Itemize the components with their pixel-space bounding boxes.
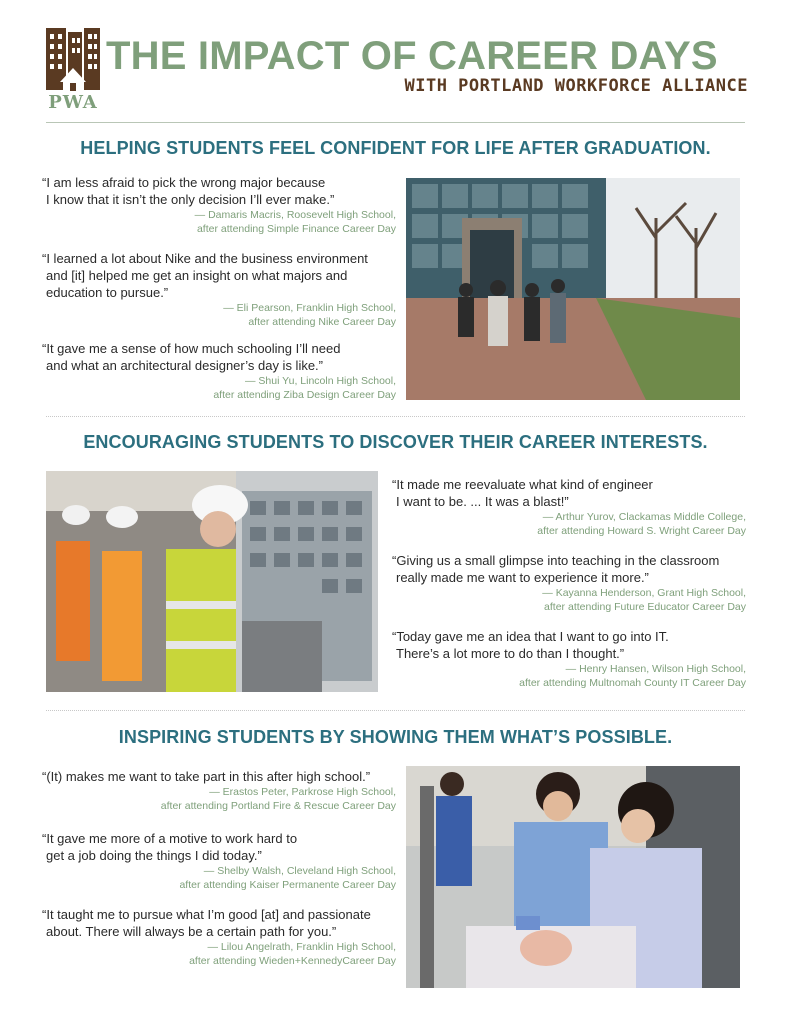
quote-attribution: — Lilou Angelrath, Franklin High School, xyxy=(207,941,396,953)
students-hard-hats-photo xyxy=(46,471,378,692)
quote-event: after attending Simple Finance Career Day xyxy=(196,223,396,235)
quote-attribution: — Shelby Walsh, Cleveland High School, xyxy=(203,865,396,877)
quote-event: after attending Howard S. Wright Career Day xyxy=(537,525,746,537)
quote-line: I want to be. ... It was a blast!” xyxy=(396,494,569,509)
quote-line: “I am less afraid to pick the wrong major because xyxy=(42,175,326,190)
quote-line: There’s a lot more to do than I thought.” xyxy=(396,646,625,661)
quote-line: “It gave me a sense of how much schooling I’ll need xyxy=(42,341,341,356)
quote-line: get a job doing the things I did today.” xyxy=(46,848,262,863)
quote-event: after attending Portland Fire & Rescue Career Day xyxy=(160,800,396,812)
quote-lilou xyxy=(42,906,396,968)
students-medical-simulation-photo xyxy=(406,766,740,988)
quote-attribution: — Damaris Macris, Roosevelt High School, xyxy=(194,209,396,221)
quote-shui xyxy=(42,340,396,402)
quote-event: after attending Nike Career Day xyxy=(248,316,396,328)
quote-attribution: — Arthur Yurov, Clackamas Middle College, xyxy=(542,511,746,523)
section-divider xyxy=(46,416,745,417)
page-subtitle: WITH PORTLAND WORKFORCE ALLIANCE xyxy=(404,76,748,96)
logo-text: PWA xyxy=(48,92,98,113)
quote-line: “Today gave me an idea that I want to go into IT. xyxy=(392,629,669,644)
section-title-confidence: HELPING STUDENTS FEEL CONFIDENT FOR LIFE AFTER GRADUATION. xyxy=(80,138,711,158)
quote-event: after attending Kaiser Permanente Career Day xyxy=(179,879,396,891)
quote-arthur xyxy=(392,476,746,538)
section-title-interests: ENCOURAGING STUDENTS TO DISCOVER THEIR CAREER INTERESTS. xyxy=(83,432,708,452)
quote-attribution: — Henry Hansen, Wilson High School, xyxy=(565,663,746,675)
quote-event: after attending Ziba Design Career Day xyxy=(213,389,396,401)
quote-event: after attending Future Educator Career Day xyxy=(544,601,746,613)
quote-line: “It gave me more of a motive to work hard to xyxy=(42,831,298,846)
quote-line: “It taught me to pursue what I’m good [at] and passionate xyxy=(42,907,371,922)
header-divider xyxy=(46,122,745,123)
quote-line: “Giving us a small glimpse into teaching in the classroom xyxy=(392,553,720,568)
quote-line: and what an architectural designer’s day is like.” xyxy=(46,358,323,373)
quote-line: about. There will always be a certain path for you.” xyxy=(46,924,337,939)
quote-erastos xyxy=(42,768,396,813)
quote-attribution: — Shui Yu, Lincoln High School, xyxy=(245,375,396,387)
quote-line: “I learned a lot about Nike and the business environment xyxy=(42,251,368,266)
quote-event: after attending Wieden+KennedyCareer Day xyxy=(189,955,396,967)
students-walking-photo xyxy=(406,178,740,400)
quote-attribution: — Kayanna Henderson, Grant High School, xyxy=(542,587,746,599)
quote-event: after attending Multnomah County IT Career Day xyxy=(519,677,746,689)
quote-line: really made me want to experience it more.” xyxy=(396,570,649,585)
quote-kayanna xyxy=(392,552,746,614)
quote-line: “(It) makes me want to take part in this after high school.” xyxy=(42,769,371,784)
quote-attribution: — Eli Pearson, Franklin High School, xyxy=(223,302,396,314)
quote-eli xyxy=(42,250,396,329)
page-title: THE IMPACT OF CAREER DAYS xyxy=(106,34,718,78)
quote-line: and [it] helped me get an insight on what majors and xyxy=(46,268,348,283)
quote-damaris xyxy=(42,174,396,236)
quote-line: “It made me reevaluate what kind of engineer xyxy=(392,477,653,492)
section-title-possible: INSPIRING STUDENTS BY SHOWING THEM WHAT’S POSSIBLE. xyxy=(118,727,673,747)
quote-line: I know that it isn’t the only decision I’ll ever make.” xyxy=(46,192,335,207)
section-divider xyxy=(46,710,745,711)
quote-henry xyxy=(392,628,746,690)
quote-line: education to pursue.” xyxy=(46,285,169,300)
quote-shelby xyxy=(42,830,396,892)
quote-attribution: — Erastos Peter, Parkrose High School, xyxy=(209,786,396,798)
